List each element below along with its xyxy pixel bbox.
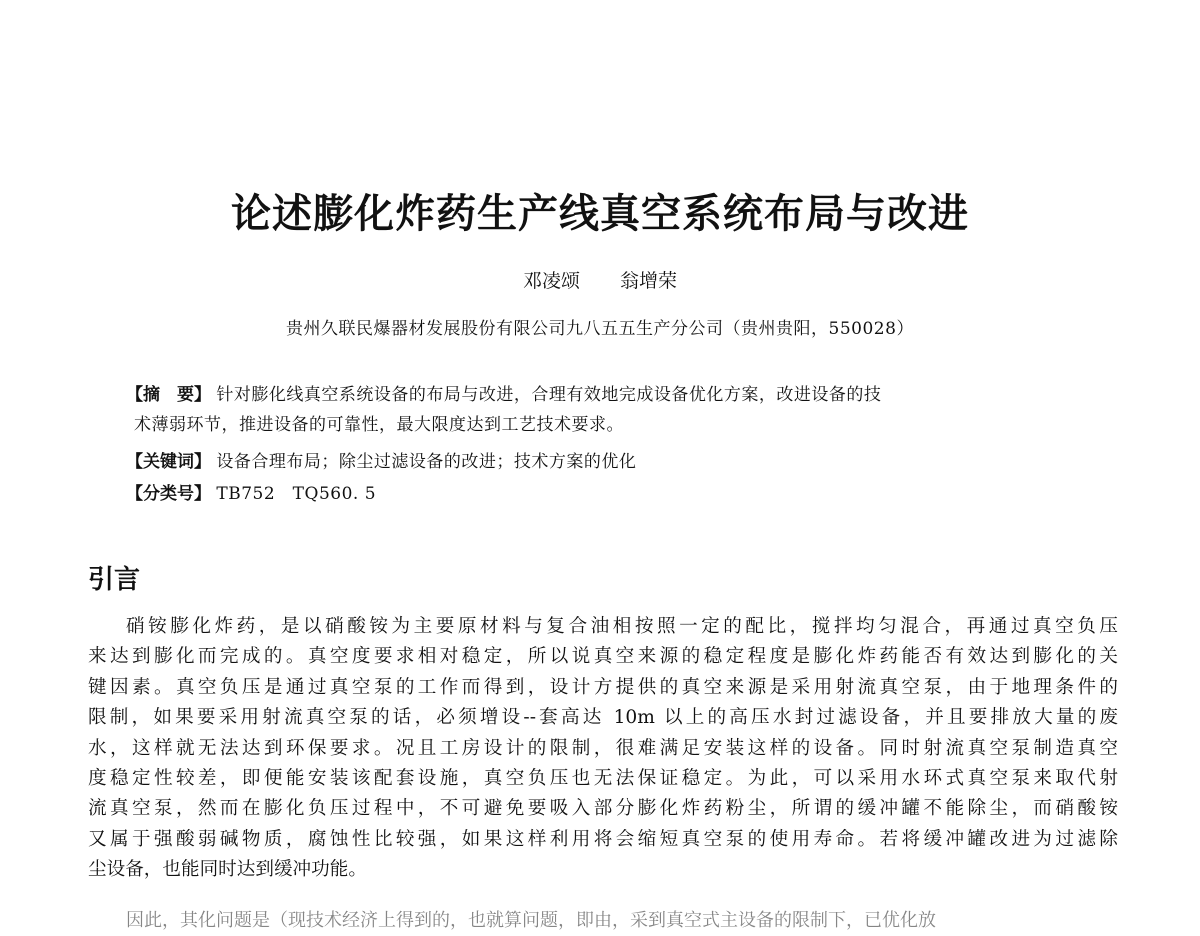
keywords-label: 【关键词】	[126, 452, 211, 472]
classification-text: TB752 TQ560. 5	[216, 484, 377, 504]
section-heading: 引言	[88, 565, 141, 595]
body-paragraph	[88, 612, 1118, 886]
body-line: 限制，如果要采用射流真空泵的话，必须增设--套高达 10m 以上的高压水封过滤设备，并且要排放大量的废	[88, 707, 1118, 729]
abstract-block	[126, 380, 1086, 440]
author-name: 邓凌颂	[522, 270, 580, 292]
body-line: 硝铵膨化炸药，是以硝酸铵为主要原材料与复合油相按照一定的配比，搅拌均匀混合，再通过真空负压	[126, 616, 1118, 637]
body-line: 水，这样就无法达到环保要求。况且工房设计的限制，很难满足安装这样的设备。同时射流真空泵制造真空	[88, 737, 1118, 759]
cut-off-text-line: 因此，其化问题是（现技术经济上得到的，也就算问题，即由，采到真空式主设备的限制下，已优化放	[126, 910, 936, 931]
body-line: 来达到膨化而完成的。真空度要求相对稳定，所以说真空来源的稳定程度是膨化炸药能否有效达到膨化的关	[88, 646, 1118, 668]
abstract-text-line: 针对膨化线真空系统设备的布局与改进，合理有效地完成设备优化方案，改进设备的技	[216, 385, 882, 405]
classification-label: 【分类号】	[126, 484, 211, 504]
body-line: 流真空泵，然而在膨化负压过程中，不可避免要吸入部分膨化炸药粉尘，所谓的缓冲罐不能除尘，而硝酸铵	[88, 798, 1118, 820]
author-list	[0, 266, 1200, 296]
keywords-block	[126, 447, 1086, 477]
author-name: 翁增荣	[620, 270, 678, 292]
body-line: 尘设备，也能同时达到缓冲功能。	[88, 859, 367, 881]
abstract-text-line: 术薄弱环节，推进设备的可靠性，最大限度达到工艺技术要求。	[134, 415, 624, 435]
paper-title: 论述膨化炸药生产线真空系统布局与改进	[231, 191, 969, 237]
abstract-label: 【摘 要】	[126, 385, 211, 405]
affiliation: 贵州久联民爆器材发展股份有限公司九八五五生产分公司（贵州贵阳，550028）	[286, 319, 914, 339]
body-line: 键因素。真空负压是通过真空泵的工作而得到，设计方提供的真空来源是采用射流真空泵，由于地理条件的	[88, 676, 1118, 698]
keywords-text: 设备合理布局；除尘过滤设备的改进；技术方案的优化	[216, 452, 637, 472]
classification-block	[126, 479, 1086, 509]
body-line: 度稳定性较差，即便能安装该配套设施，真空负压也无法保证稳定。为此，可以采用水环式真空泵来取代射	[88, 767, 1118, 789]
body-line: 又属于强酸弱碱物质，腐蚀性比较强，如果这样利用将会缩短真空泵的使用寿命。若将缓冲罐改进为过滤除	[88, 828, 1118, 850]
